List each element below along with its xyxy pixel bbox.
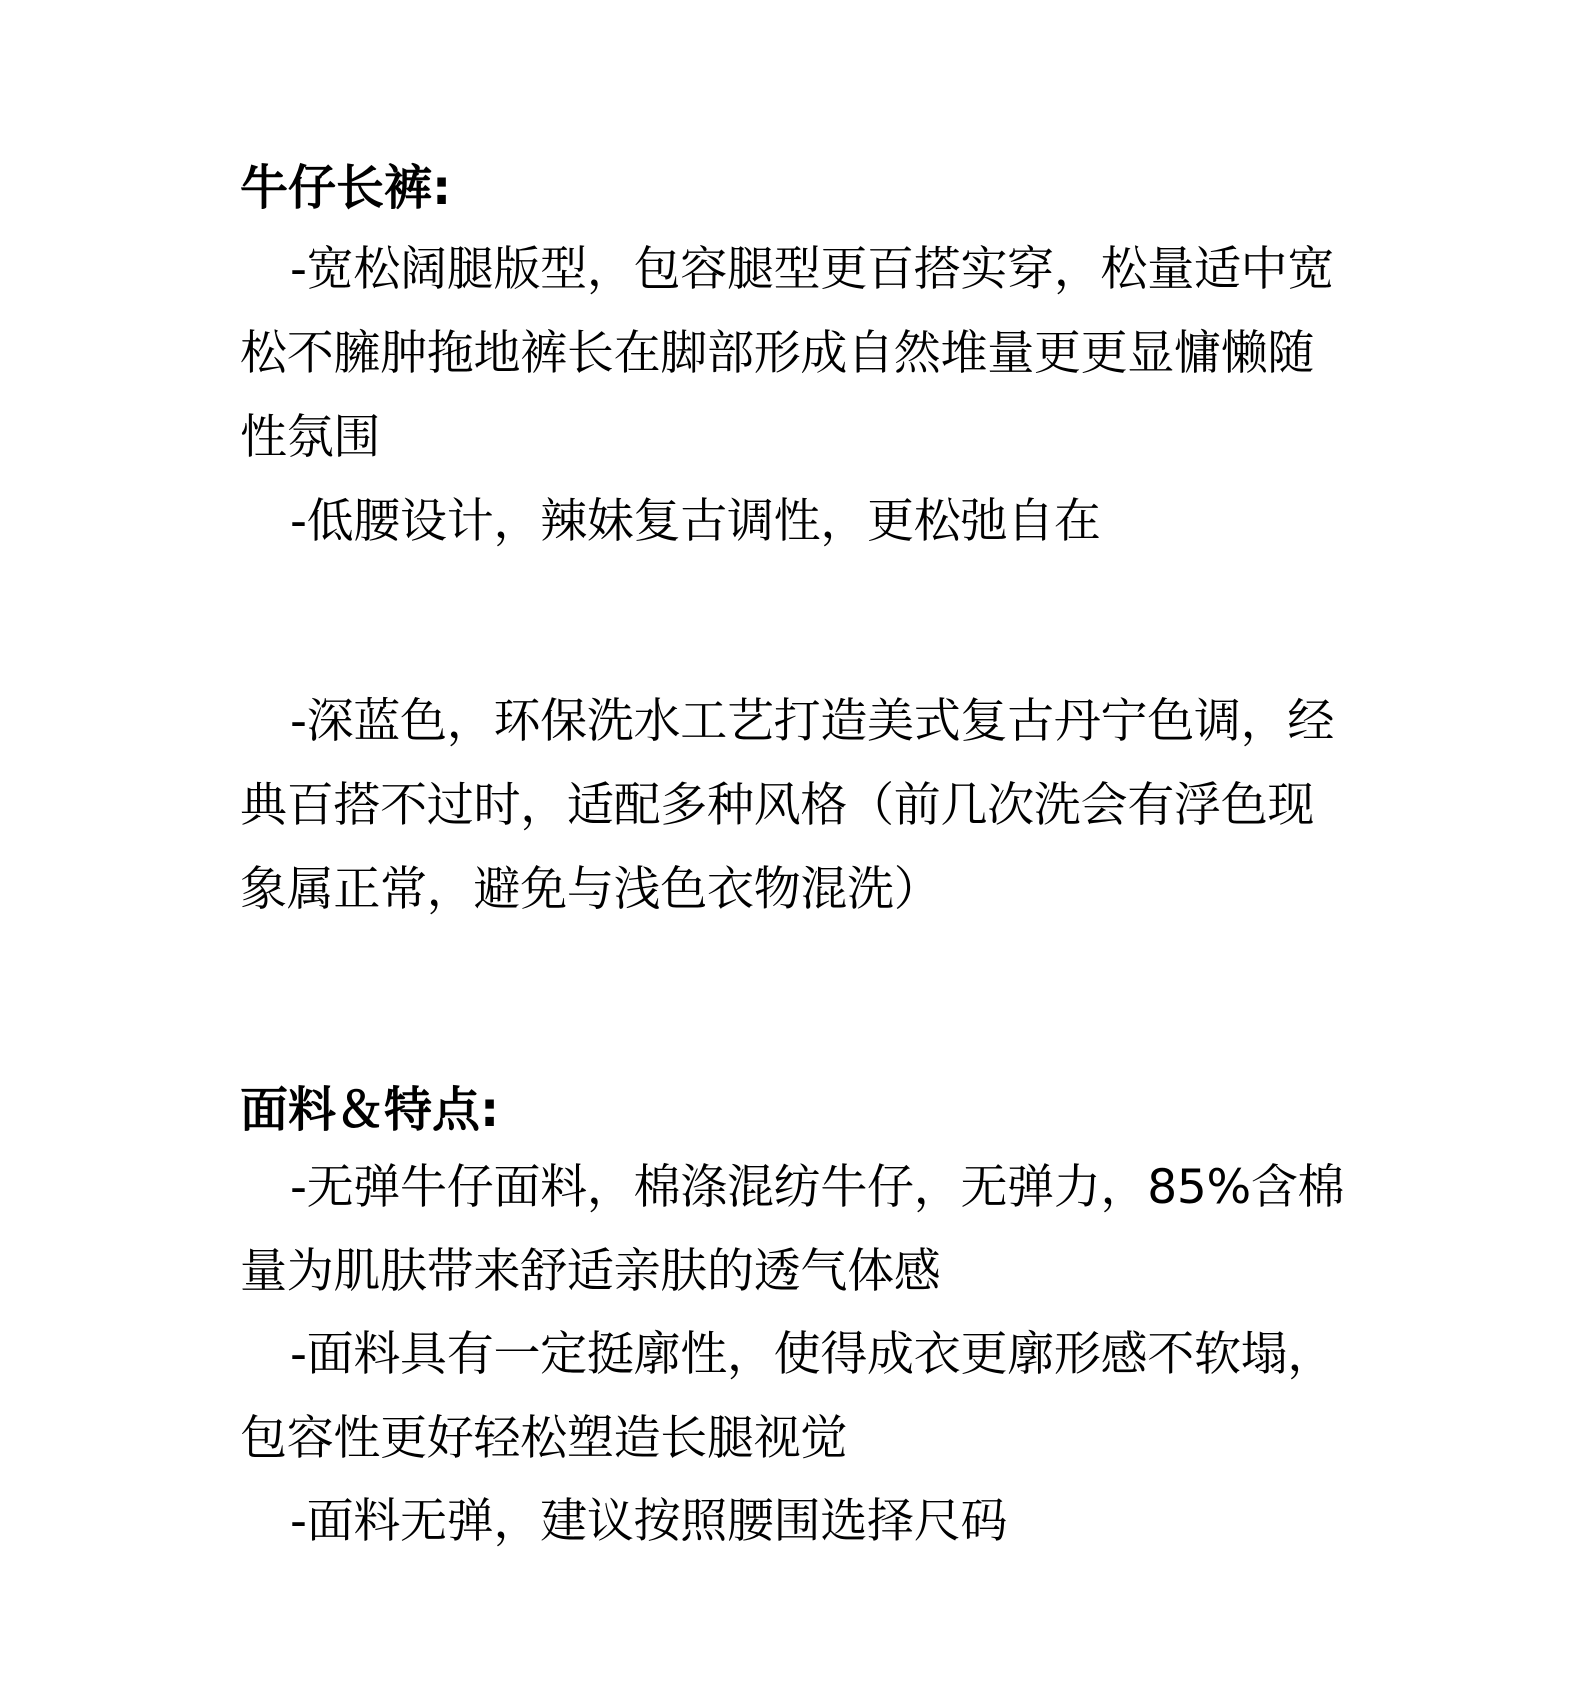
denim-item-color: -深蓝色，环保洗水工艺打造美式复古丹宁色调，经典百搭不过时，适配多种风格（前几次洗会有浮色现象属正常，避免与浅色衣物混洗） bbox=[240, 694, 1335, 917]
fabric-item-material: -无弹牛仔面料，棉涤混纺牛仔，无弹力，85%含棉量为肌肤带来舒适亲肤的透气体感 bbox=[240, 1160, 1345, 1299]
denim-heading: 牛仔长裤: bbox=[240, 160, 452, 216]
fabric-item-structure: -面料具有一定挺廓性，使得成衣更廓形感不软塌，包容性更好轻松塑造长腿视觉 bbox=[240, 1327, 1335, 1466]
fabric-heading: 面料＆特点: bbox=[240, 1082, 500, 1138]
denim-item-waist: -低腰设计，辣妹复古调性，更松弛自在 bbox=[290, 494, 1101, 549]
denim-item-fit: -宽松阔腿版型，包容腿型更百搭实穿，松量适中宽松不臃肿拖地裤长在脚部形成自然堆量更更显慵懒随性氛围 bbox=[240, 242, 1335, 465]
fabric-item-sizing: -面料无弹，建议按照腰围选择尺码 bbox=[290, 1494, 1008, 1549]
